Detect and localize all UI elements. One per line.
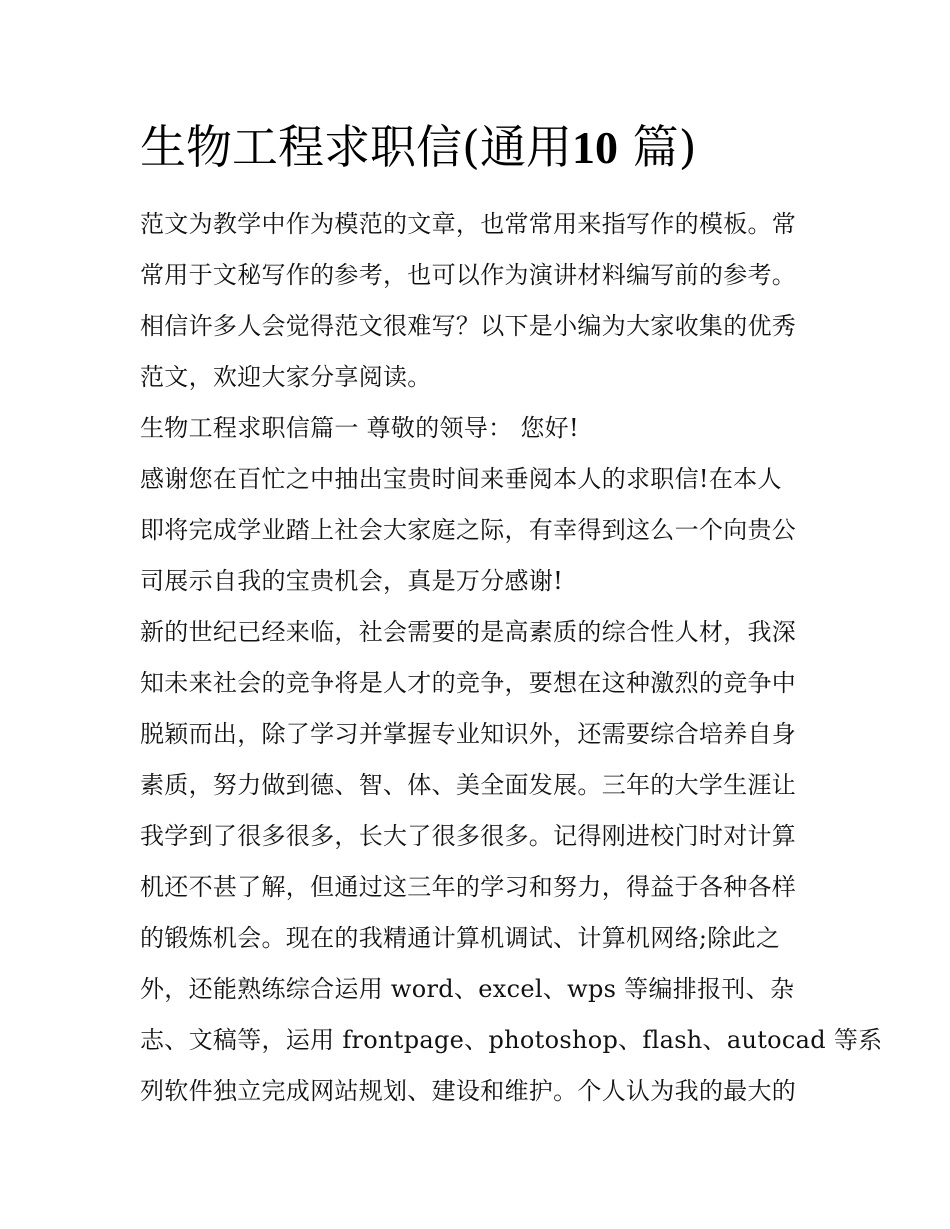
title-number: 10 bbox=[571, 122, 618, 173]
text-line-13: 我学到了很多很多，长大了很多很多。记得刚进校门时对计算 bbox=[140, 822, 797, 850]
text-line-6: 感谢您在百忙之中抽出宝贵时间来垂阅本人的求职信!在本人 bbox=[140, 465, 782, 493]
text-line-16: 外，还能熟练综合运用 word、excel、wps 等编排报刊、杂 bbox=[140, 975, 795, 1003]
text-line-15: 的锻炼机会。现在的我精通计算机调试、计算机网络;除此之 bbox=[140, 924, 781, 952]
text-line-18: 列软件独立完成网站规划、建设和维护。个人认为我的最大的 bbox=[140, 1077, 797, 1105]
title-prefix: 生物工程求职信(通用 bbox=[140, 120, 572, 174]
document-body bbox=[140, 199, 883, 1117]
section-heading-line: 生物工程求职信篇一 尊敬的领导： 您好! bbox=[140, 414, 579, 442]
text-line-3: 相信许多人会觉得范文很难写？以下是小编为大家收集的优秀 bbox=[140, 312, 797, 340]
title-suffix: 篇) bbox=[632, 120, 697, 174]
text-line-4: 范文，欢迎大家分享阅读。 bbox=[140, 363, 432, 391]
text-line-10: 知未来社会的竞争将是人才的竞争，要想在这种激烈的竞争中 bbox=[140, 669, 797, 697]
text-line-7: 即将完成学业踏上社会大家庭之际，有幸得到这么一个向贵公 bbox=[140, 516, 797, 544]
text-line-9: 新的世纪已经来临，社会需要的是高素质的综合性人材，我深 bbox=[140, 618, 797, 646]
text-line-8: 司展示自我的宝贵机会，真是万分感谢! bbox=[140, 567, 564, 595]
text-line-17: 志、文稿等，运用 frontpage、photoshop、flash、autocad 等系 bbox=[140, 1026, 883, 1054]
text-line-2: 常用于文秘写作的参考，也可以作为演讲材料编写前的参考。 bbox=[140, 261, 797, 289]
text-line-1: 范文为教学中作为模范的文章，也常常用来指写作的模板。常 bbox=[140, 210, 797, 238]
document-title bbox=[140, 116, 697, 179]
text-line-12: 素质，努力做到德、智、体、美全面发展。三年的大学生涯让 bbox=[140, 771, 797, 799]
text-line-11: 脱颖而出，除了学习并掌握专业知识外，还需要综合培养自身 bbox=[140, 720, 797, 748]
title-space bbox=[618, 120, 633, 174]
text-line-14: 机还不甚了解，但通过这三年的学习和努力，得益于各种各样 bbox=[140, 873, 797, 901]
